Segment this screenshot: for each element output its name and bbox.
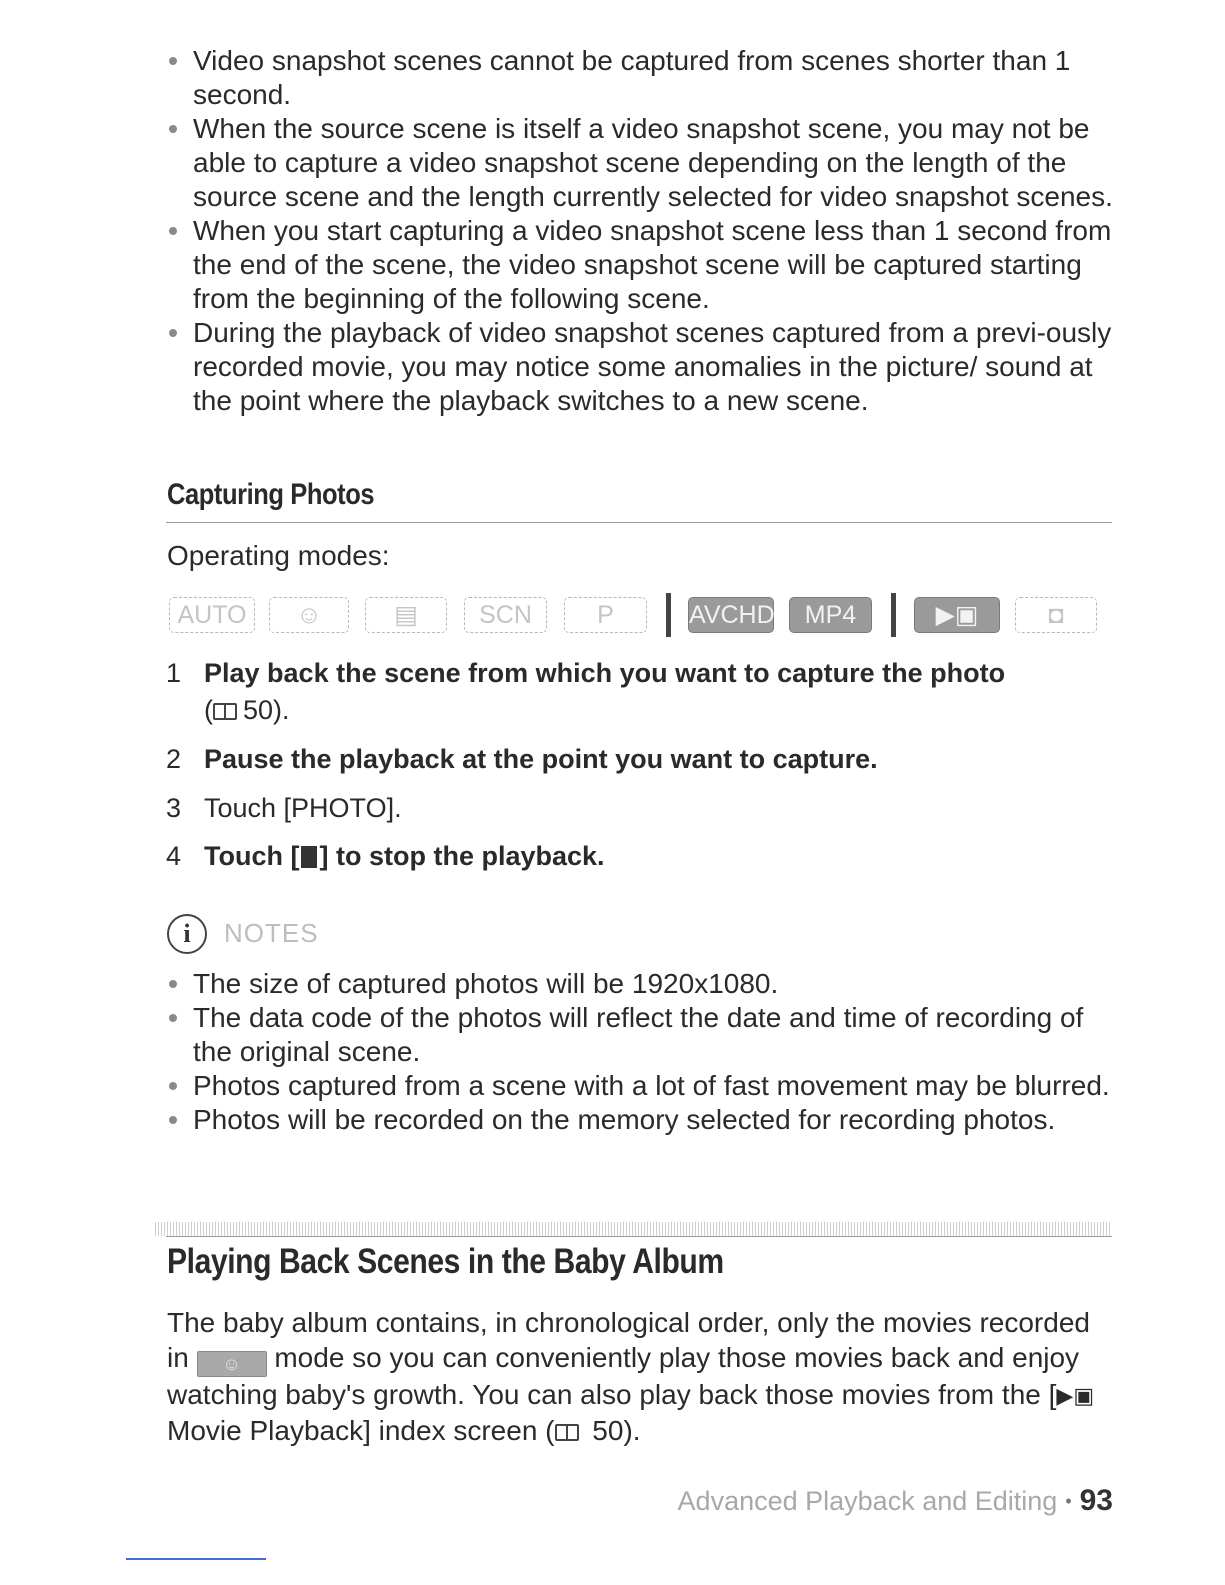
paragraph-text: 50). xyxy=(584,1415,641,1446)
page-reference-number: 50). xyxy=(243,695,290,725)
baby-mode-icon: ☺ xyxy=(197,1351,267,1377)
step-1 xyxy=(166,655,1116,729)
list-item: The size of captured photos will be 1920x1080. xyxy=(166,967,1116,1001)
info-icon: i xyxy=(167,914,207,954)
movie-playback-icon: ▶▣ xyxy=(1056,1383,1095,1408)
photo-mode-icon: ◘ xyxy=(1015,597,1097,633)
step-2 xyxy=(166,741,1116,778)
list-item: During the playback of video snapshot scenes captured from a previ-ously recorded movie, you may notice some anomalies in the picture/ sound at the point where the playback switches to a new scene. xyxy=(166,316,1116,418)
stop-icon xyxy=(301,846,317,868)
section-title-capturing-photos: Capturing Photos xyxy=(167,478,375,511)
mode-separator xyxy=(666,593,671,637)
step-3 xyxy=(166,790,1116,827)
playback-mode-icon: ▶▣ xyxy=(914,597,1000,633)
mp4-mode-icon: MP4 xyxy=(789,597,872,633)
section-title-baby-album: Playing Back Scenes in the Baby Album xyxy=(167,1242,724,1281)
step-number: 1 xyxy=(166,658,182,688)
paragraph-text: mode so you can conveniently play those movies back and enjoy watching baby's growth. You can also play back those movies from the [ xyxy=(167,1342,1080,1410)
step-number: 2 xyxy=(166,744,182,774)
book-icon xyxy=(555,1424,579,1441)
scn-mode-icon: SCN xyxy=(464,597,547,633)
section-band xyxy=(155,1222,1111,1236)
step-text: Play back the scene from which you want to capture the photo xyxy=(204,658,1006,688)
section-divider xyxy=(166,522,1112,523)
p-mode-icon: P xyxy=(564,597,647,633)
step-text: Pause the playback at the point you want to capture. xyxy=(204,744,878,774)
list-item: When you start capturing a video snapshot scene less than 1 second from the end of the scene, the video snapshot scene will be captured starting from the beginning of the following scene. xyxy=(166,214,1116,316)
step-number: 3 xyxy=(166,793,182,823)
list-item: When the source scene is itself a video snapshot scene, you may not be able to capture a video snapshot scene depending on the length of the source scene and the length currently selected for video snapshot scenes. xyxy=(166,112,1116,214)
list-item: Video snapshot scenes cannot be captured from scenes shorter than 1 second. xyxy=(166,44,1116,112)
book-icon xyxy=(213,703,237,720)
paragraph-text: The baby album contains, in chronological order, only the movies recorded in xyxy=(167,1307,1090,1373)
list-item: Photos will be recorded on the memory selected for recording photos. xyxy=(166,1103,1116,1137)
footer-section-name: Advanced Playback and Editing xyxy=(677,1486,1058,1516)
step-text: Touch [PHOTO]. xyxy=(204,793,402,823)
bottom-link-line xyxy=(126,1558,266,1560)
step-text-part: ] to stop the playback. xyxy=(319,841,605,871)
page-footer xyxy=(678,1484,1113,1518)
avchd-mode-icon: AVCHD xyxy=(688,597,774,633)
footer-separator: • xyxy=(1065,1491,1072,1511)
step-list xyxy=(166,655,1116,875)
list-item: Photos captured from a scene with a lot of fast movement may be blurred. xyxy=(166,1069,1116,1103)
mode-separator xyxy=(891,593,896,637)
baby-album-paragraph xyxy=(167,1305,1117,1448)
step-4 xyxy=(166,838,1116,875)
page-reference: ( 50). xyxy=(204,695,290,725)
step-text xyxy=(204,841,605,871)
baby-mode-icon: ☺ xyxy=(269,597,349,633)
page-number: 93 xyxy=(1079,1484,1113,1517)
section-divider xyxy=(166,1236,1112,1237)
operating-modes-label: Operating modes: xyxy=(167,540,390,571)
list-item: The data code of the photos will reflect the date and time of recording of the original scene. xyxy=(166,1001,1116,1069)
notes-label: NOTES xyxy=(224,918,319,948)
auto-mode-icon: AUTO xyxy=(169,597,255,633)
top-bullet-list xyxy=(166,44,1116,418)
notes-bullet-list xyxy=(166,967,1116,1137)
step-number: 4 xyxy=(166,841,182,871)
paragraph-text: Movie Playback] index screen ( xyxy=(167,1415,555,1446)
step-text-part: Touch [ xyxy=(204,841,300,871)
cinema-mode-icon: ▤ xyxy=(365,597,447,633)
